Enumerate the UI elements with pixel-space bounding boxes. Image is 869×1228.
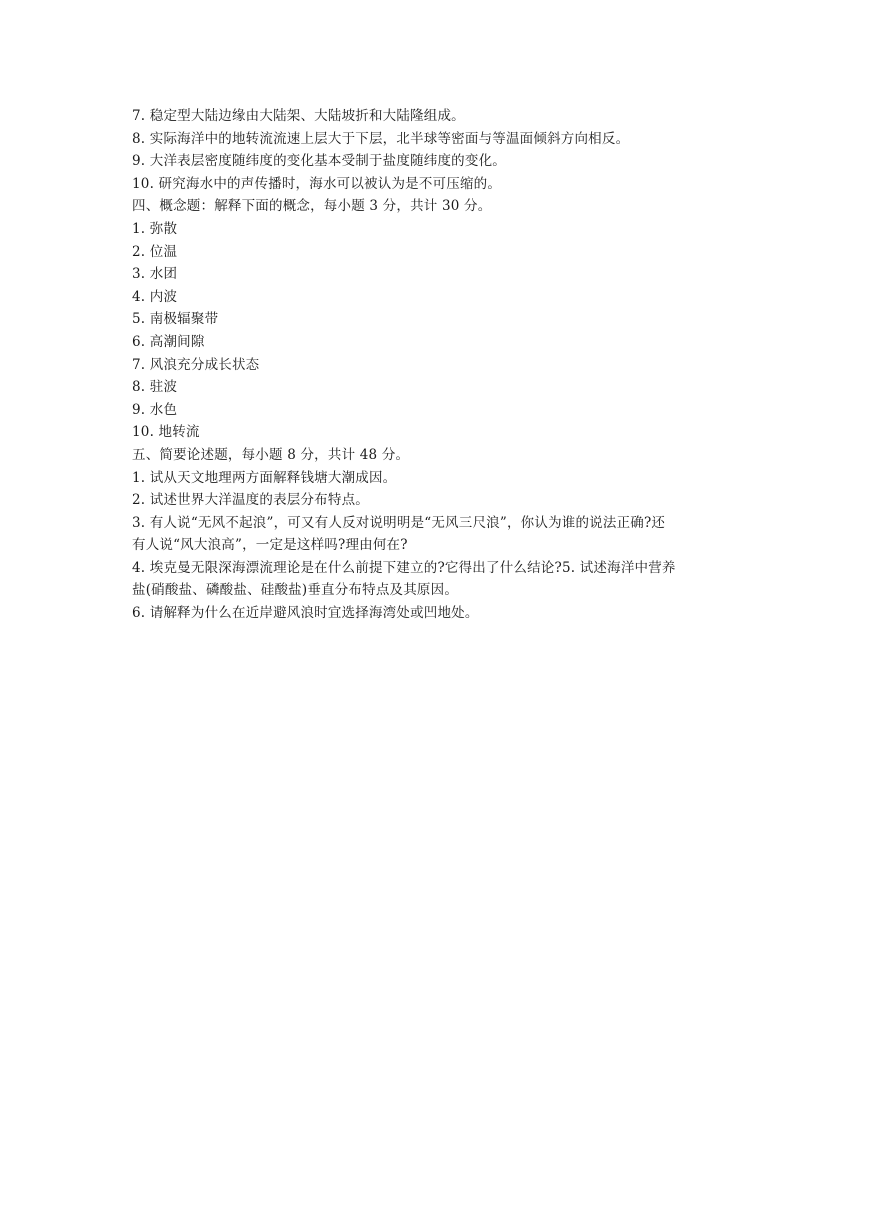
section-heading-essay: 五、简要论述题，每小题 8 分，共计 48 分。 bbox=[132, 446, 410, 463]
essay-item-6: 6. 请解释为什么在近岸避风浪时宜选择海湾处或凹地处。 bbox=[132, 605, 479, 622]
document-body bbox=[132, 105, 752, 625]
essay-item-4-line-1: 4. 埃克曼无限深海漂流理论是在什么前提下建立的?它得出了什么结论?5. 试述海洋中营养 bbox=[132, 559, 676, 576]
essay-item-5-line-2: 盐(硝酸盐、磷酸盐、硅酸盐)垂直分布特点及其原因。 bbox=[132, 582, 459, 599]
essay-item-2: 2. 试述世界大洋温度的表层分布特点。 bbox=[132, 492, 369, 509]
concept-item-6: 6. 高潮间隙 bbox=[132, 333, 205, 350]
tf-item-7: 7. 稳定型大陆边缘由大陆架、大陆坡折和大陆隆组成。 bbox=[132, 108, 465, 124]
essay-item-3-line-1: 3. 有人说“无风不起浪”，可又有人反对说明明是“无风三尺浪”，你认为谁的说法正确?还 bbox=[132, 514, 666, 531]
tf-item-8: 8. 实际海洋中的地转流流速上层大于下层，北半球等密面与等温面倾斜方向相反。 bbox=[132, 130, 630, 147]
essay-item-3-line-2: 有人说“风大浪高”，一定是这样吗?理由何在? bbox=[132, 537, 408, 554]
essay-item-1: 1. 试从天文地理两方面解释钱塘大潮成因。 bbox=[132, 469, 397, 486]
concept-item-5: 5. 南极辐聚带 bbox=[132, 311, 219, 328]
concept-item-3: 3. 水团 bbox=[132, 266, 178, 283]
concept-item-8: 8. 驻波 bbox=[132, 379, 178, 396]
tf-item-10: 10. 研究海水中的声传播时，海水可以被认为是不可压缩的。 bbox=[132, 175, 502, 192]
concept-item-2: 2. 位温 bbox=[132, 243, 178, 260]
concept-item-1: 1. 弥散 bbox=[132, 220, 178, 237]
section-heading-concepts: 四、概念题：解释下面的概念，每小题 3 分，共计 30 分。 bbox=[132, 198, 492, 215]
concept-item-7: 7. 风浪充分成长状态 bbox=[132, 356, 260, 373]
concept-item-9: 9. 水色 bbox=[132, 401, 178, 418]
tf-item-9: 9. 大洋表层密度随纬度的变化基本受制于盐度随纬度的变化。 bbox=[132, 153, 506, 170]
concept-item-4: 4. 内波 bbox=[132, 288, 178, 305]
concept-item-10: 10. 地转流 bbox=[132, 424, 200, 441]
